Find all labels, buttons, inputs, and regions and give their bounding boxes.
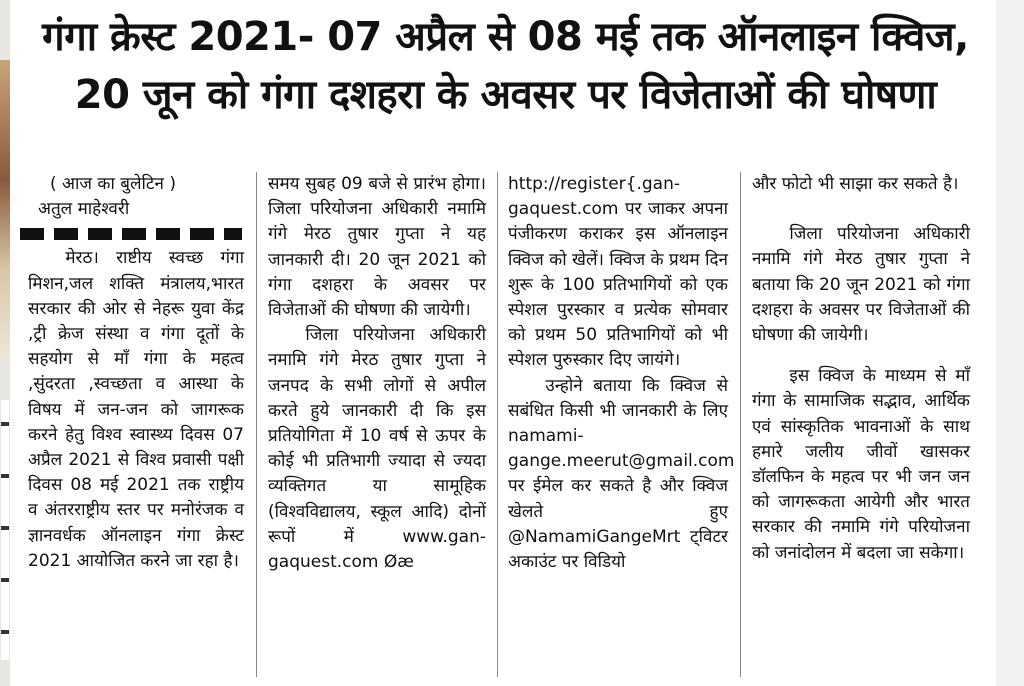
article-paragraph: जिला परियोजना अधिकारी नमामि गंगे मेरठ तुषार गुप्ता ने बताया कि 20 जून 2021 को गंगा दशहरा के अवसर पर विजेताओं की घोषणा की जायेगी। bbox=[752, 224, 970, 346]
article-paragraph: इस क्विज के माध्यम से माँ गंगा के सामाजिक सद्भाव, आर्थिक एवं सांस्कृतिक भावनाओं के साथ हमारे जलीय जीवों खासकर डॉलफिन के महत्व पर भी जन जन को जागरूकता आयेगी और भारत सरकार की नमामि गंगे परियोजना को जनांदोलन में बदला जा सकेगा। bbox=[752, 366, 970, 563]
article-column-2 bbox=[268, 172, 486, 682]
page-margin bbox=[996, 0, 1024, 686]
adjacent-article-edge bbox=[0, 0, 10, 686]
article-paragraph: समय सुबह 09 बजे से प्रारंभ होगा। जिला परियोजना अधिकारी नमामि गंगे मेरठ तुषार गुप्ता ने यह जानकारी दी। 20 जून 2021 को गंगा दशहरा के अवसर पर विजेताओं की घोषणा की जायेगी। bbox=[268, 174, 486, 321]
article-paragraph: जिला परियोजना अधिकारी नमामि गंगे मेरठ तुषार गुप्ता ने जनपद के सभी लोगों से अपील करते हुये जानकारी दी कि इस प्रतियोगिता में 10 वर्ष से ऊपर के कोई भी प्रतिभागी ज्यादा से ज्यदा व्यक्तिगत या सामूहिक (विश्वविद्यालय, स्कूल आदि) दोनों रूपों में www.gan-gaquest.com Øæ bbox=[268, 325, 486, 573]
adjacent-photo-fragment bbox=[0, 60, 10, 360]
article-paragraph: और फोटो भी साझा कर सकते है। bbox=[752, 174, 959, 194]
column-divider bbox=[256, 172, 257, 677]
column-divider bbox=[740, 172, 741, 677]
byline-source: ( आज का बुलेटिन ) bbox=[50, 174, 176, 194]
article-column-3 bbox=[508, 172, 735, 682]
article-column-4 bbox=[752, 172, 970, 682]
headline bbox=[18, 8, 993, 124]
headline-line-1: गंगा क्रेस्ट 2021- 07 अप्रैल से 08 मई तक ऑनलाइन क्विज, bbox=[42, 14, 969, 60]
article-paragraph: उन्होने बताया कि क्विज से सबंधित किसी भी जानकारी के लिए namami-gange.meerut@gmail.com पर ईमेल कर सकते है और क्विज खेलते हुए @NamamiGangeMrt ट्विटर अकाउंट पर विडियो bbox=[508, 375, 735, 573]
headline-line-2: 20 जून को गंगा दशहरा के अवसर पर विजेताओं की घोषणा bbox=[74, 72, 937, 118]
article-column-1 bbox=[28, 172, 244, 682]
column-divider bbox=[497, 172, 498, 677]
article-paragraph: http://register{.gan-gaquest.com पर जाकर अपना पंजीकरण कराकर इस ऑनलाइन क्विज को खेलें। क्विज के प्रथम दिन शुरू के 100 प्रतिभागियों को एक स्पेशल पुरस्कार व प्रत्येक सोमवार को प्रथम 50 प्रतिभागियों को भी स्पेशल पुरुस्कार दिए जायंगे। bbox=[508, 174, 728, 371]
byline-dash-divider bbox=[20, 228, 242, 240]
adjacent-text-fragment bbox=[1, 400, 9, 660]
article-paragraph: मेरठ। राष्टीय स्वच्छ गंगा मिशन,जल शक्ति मंत्रालय,भारत सरकार की ओर से नेहरू युवा केंद्र ,ट्री क्रेज संस्था व गंगा दूतों के सहयोग से माँ गंगा के महत्व ,सुंदरता ,स्वच्छता व आस्था के विषय में जन-जन को जागरूक करने हेतु विश्व स्वास्थ्य दिवस 07 अप्रैल 2021 से विश्व प्रवासी पक्षी दिवस 08 मई 2021 तक राष्ट्रीय व अंतरराष्ट्रीय स्तर पर मनोरंजक व ज्ञानवर्धक ऑनलाइन गंगा क्रेस्ट 2021 आयोजित करने जा रहा है। bbox=[28, 248, 244, 571]
byline-author: अतुल माहेश्वरी bbox=[38, 199, 130, 220]
